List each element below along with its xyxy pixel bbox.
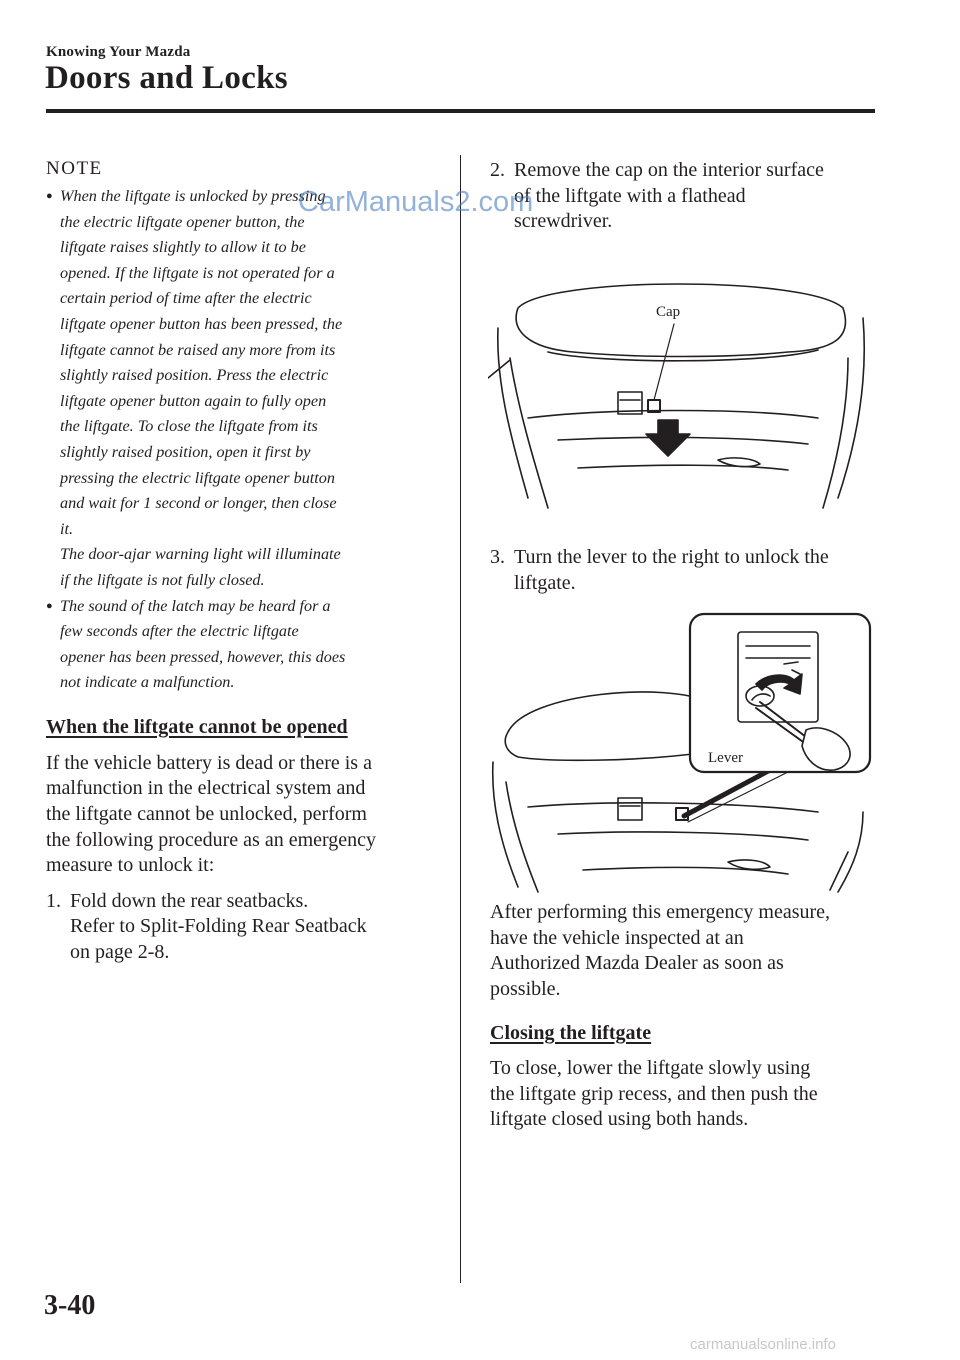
liftgate-outline (505, 692, 708, 760)
trim-curve (498, 328, 528, 498)
trim-curve (506, 782, 538, 892)
note-line: slightly raised position, open it first by (60, 442, 311, 461)
watermark-top: CarManuals2.com (298, 186, 534, 218)
emergency-heading: When the liftgate cannot be opened (46, 715, 348, 738)
after-line: Authorized Mazda Dealer as soon as (490, 952, 784, 975)
intro-line: the liftgate cannot be unlocked, perform (46, 803, 367, 826)
closing-text (490, 1056, 885, 1133)
trim-curve (583, 867, 788, 874)
trim-curve (830, 852, 848, 890)
note-line: pressing the electric liftgate opener button (60, 468, 335, 487)
liftgate-outline (516, 284, 845, 357)
cap-label: Cap (656, 304, 681, 320)
note-line: opened. If the liftgate is not operated for a (60, 263, 335, 282)
step-number: 2. (490, 159, 505, 181)
closing-line: To close, lower the liftgate slowly using (490, 1057, 811, 1079)
note-line: the electric liftgate opener button, the (60, 212, 305, 231)
chapter-title: Doors and Locks (45, 60, 288, 96)
after-line: have the vehicle inspected at an (490, 926, 744, 949)
after-line: After performing this emergency measure, (490, 901, 831, 923)
intro-line: the following procedure as an emergency (46, 828, 377, 851)
step-line: Turn the lever to the right to unlock the (514, 546, 829, 568)
emergency-intro (46, 751, 440, 879)
section-kicker: Knowing Your Mazda (46, 44, 191, 60)
step-line: Remove the cap on the interior surface (514, 159, 824, 181)
step-2 (490, 158, 909, 235)
note-line: it. (60, 519, 74, 538)
after-line: possible. (490, 977, 561, 1000)
lever-label: Lever (708, 750, 743, 766)
note-line: The door-ajar warning light will illuminate (60, 545, 341, 564)
note-item (46, 184, 440, 594)
step-line: on page 2-8. (70, 941, 170, 964)
note-line: certain period of time after the electric (60, 289, 312, 308)
note-line: and wait for 1 second or longer, then close (60, 494, 337, 513)
cap-illustration (488, 268, 873, 518)
note-title: NOTE (46, 158, 103, 179)
watermark-bottom: carmanualsonline.info (690, 1336, 836, 1353)
step-line: Refer to Split-Folding Rear Seatback (70, 915, 367, 938)
arrow-down-icon (646, 420, 690, 456)
note-line: few seconds after the electric liftgate (60, 622, 299, 641)
note-line: When the liftgate is unlocked by pressing (60, 187, 326, 205)
note-line: liftgate opener button again to fully open (60, 391, 327, 410)
intro-line: malfunction in the electrical system and (46, 777, 366, 800)
trim-curve (510, 358, 548, 508)
trim-curve (528, 803, 818, 812)
page-number: 3-40 (44, 1290, 96, 1321)
note-line: liftgate raises slightly to allow it to be (60, 238, 306, 257)
intro-line: If the vehicle battery is dead or there is a (46, 751, 372, 774)
note-line: liftgate cannot be raised any more from its (60, 340, 336, 359)
closing-line: liftgate closed using both hands. (490, 1108, 749, 1131)
trim-curve (838, 812, 863, 892)
note-line: liftgate opener button has been pressed, the (60, 314, 343, 333)
trim-curve (838, 318, 864, 498)
trim-curve (558, 832, 808, 840)
step-line: Fold down the rear seatbacks. (70, 889, 309, 912)
intro-line: measure to unlock it: (46, 854, 215, 877)
column-divider (460, 155, 461, 1283)
after-measure-text (490, 900, 885, 1002)
step-1 (46, 889, 440, 966)
trim-curve (823, 358, 848, 508)
step-number: 1. (46, 889, 61, 912)
lever-illustration (488, 612, 873, 897)
note-line: The sound of the latch may be heard for a (60, 596, 331, 615)
leader-line (654, 324, 674, 400)
left-column (46, 158, 440, 966)
step-number: 3. (490, 546, 505, 568)
step-3 (490, 545, 909, 596)
step-line: of the liftgate with a flathead (514, 184, 746, 207)
closing-line: the liftgate grip recess, and then push the (490, 1082, 818, 1105)
bullet-icon: ● (46, 599, 53, 612)
closing-heading: Closing the liftgate (490, 1022, 652, 1044)
note-line: not indicate a malfunction. (60, 673, 235, 692)
bullet-icon: ● (46, 190, 53, 202)
trim-curve (528, 411, 818, 419)
step-line: liftgate. (514, 571, 576, 594)
latch-housing (618, 798, 642, 820)
note-line: if the liftgate is not fully closed. (60, 570, 265, 589)
note-item (46, 594, 440, 696)
step-line: screwdriver. (514, 210, 613, 233)
header-rule (46, 109, 875, 113)
note-line: opener has been pressed, however, this does (60, 647, 346, 666)
liftgate-inner-edge (548, 350, 818, 361)
note-line: slightly raised position. Press the electric (60, 366, 329, 385)
trim-curve (493, 762, 518, 887)
note-line: the liftgate. To close the liftgate from its (60, 417, 318, 436)
